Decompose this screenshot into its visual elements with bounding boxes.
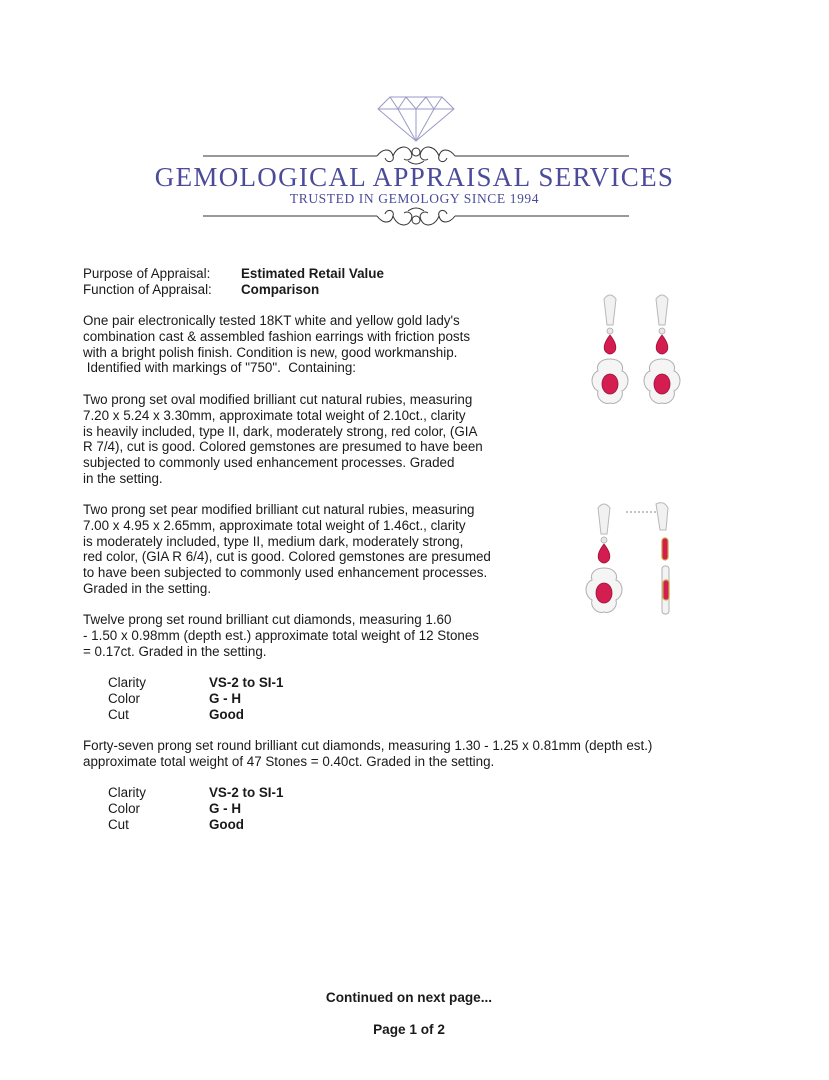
oval-rubies-description [83,392,523,487]
diamonds-47-line: Forty-seven prong set round brilliant cut diamonds, measuring 1.30 - 1.25 x 0.81mm (depth est.) [83,738,653,753]
description-line: Identified with markings of "750". Containing: [83,360,357,376]
diamonds-12-line: Twelve prong set round brilliant cut diamonds, measuring 1.60 [83,612,452,627]
diamonds-12-description [83,612,523,659]
function-value: Comparison [241,282,320,297]
purpose-label: Purpose of Appraisal: [83,266,211,281]
pear-rubies-line: Two prong set pear modified brilliant cut natural rubies, measuring [83,502,475,517]
pear-rubies-line: red color, (GIA R 6/4), cut is good. Colored gemstones are presumed [83,549,491,565]
oval-rubies-line: subjected to commonly used enhancement processes. Graded [83,455,455,471]
purpose-value: Estimated Retail Value [241,266,384,281]
cut-label: Cut [108,707,129,722]
pear-rubies-description [83,502,523,597]
clarity-label: Clarity [108,675,146,690]
diamonds-12-line: - 1.50 x 0.98mm (depth est.) approximate total weight of 12 Stones [83,627,479,643]
oval-rubies-line: 7.20 x 5.24 x 3.30mm, approximate total weight of 2.10ct., clarity [83,407,466,423]
item-description [83,313,523,376]
cut-label: Cut [108,817,129,832]
oval-rubies-line: in the setting. [83,470,163,486]
earrings-front-photo [582,293,692,423]
clarity-label: Clarity [108,785,146,800]
diamond-logo-icon [376,93,456,143]
diamonds-12-line: = 0.17ct. Graded in the setting. [83,643,267,659]
color-label: Color [108,801,140,816]
ornament-divider-bottom [203,205,629,229]
description-line: with a bright polish finish. Condition is new, good workmanship. [83,344,458,360]
description-line: One pair electronically tested 18KT white and yellow gold lady's [83,313,460,328]
oval-rubies-line: R 7/4), cut is good. Colored gemstones are presumed to have been [83,439,483,455]
pear-rubies-line: 7.00 x 4.95 x 2.65mm, approximate total weight of 1.46ct., clarity [83,517,466,533]
oval-rubies-line: Two prong set oval modified brilliant cut natural rubies, measuring [83,392,473,407]
pear-rubies-line: to have been subjected to commonly used enhancement processes. [83,565,488,581]
earrings-side-photo [582,500,692,625]
color-value: G - H [209,801,241,816]
function-label: Function of Appraisal: [83,282,212,297]
clarity-value: VS-2 to SI-1 [209,675,284,690]
oval-rubies-line: is heavily included, type II, dark, moderately strong, red color, (GIA [83,423,478,439]
continued-note: Continued on next page... [325,990,493,1005]
cut-value: Good [209,707,244,722]
page-number: Page 1 of 2 [373,1022,445,1037]
pear-rubies-line: Graded in the setting. [83,580,212,596]
company-name: GEMOLOGICAL APPRAISAL SERVICES [154,162,675,192]
pear-rubies-line: is moderately included, type II, medium dark, moderately strong, [83,533,464,549]
color-label: Color [108,691,140,706]
diamonds-47-description [83,738,723,770]
cut-value: Good [209,817,244,832]
diamonds-47-line: approximate total weight of 47 Stones = 0.40ct. Graded in the setting. [83,753,495,769]
company-tagline: TRUSTED IN GEMOLOGY SINCE 1994 [289,191,540,206]
clarity-value: VS-2 to SI-1 [209,785,284,800]
description-line: combination cast & assembled fashion earrings with friction posts [83,328,471,344]
color-value: G - H [209,691,241,706]
